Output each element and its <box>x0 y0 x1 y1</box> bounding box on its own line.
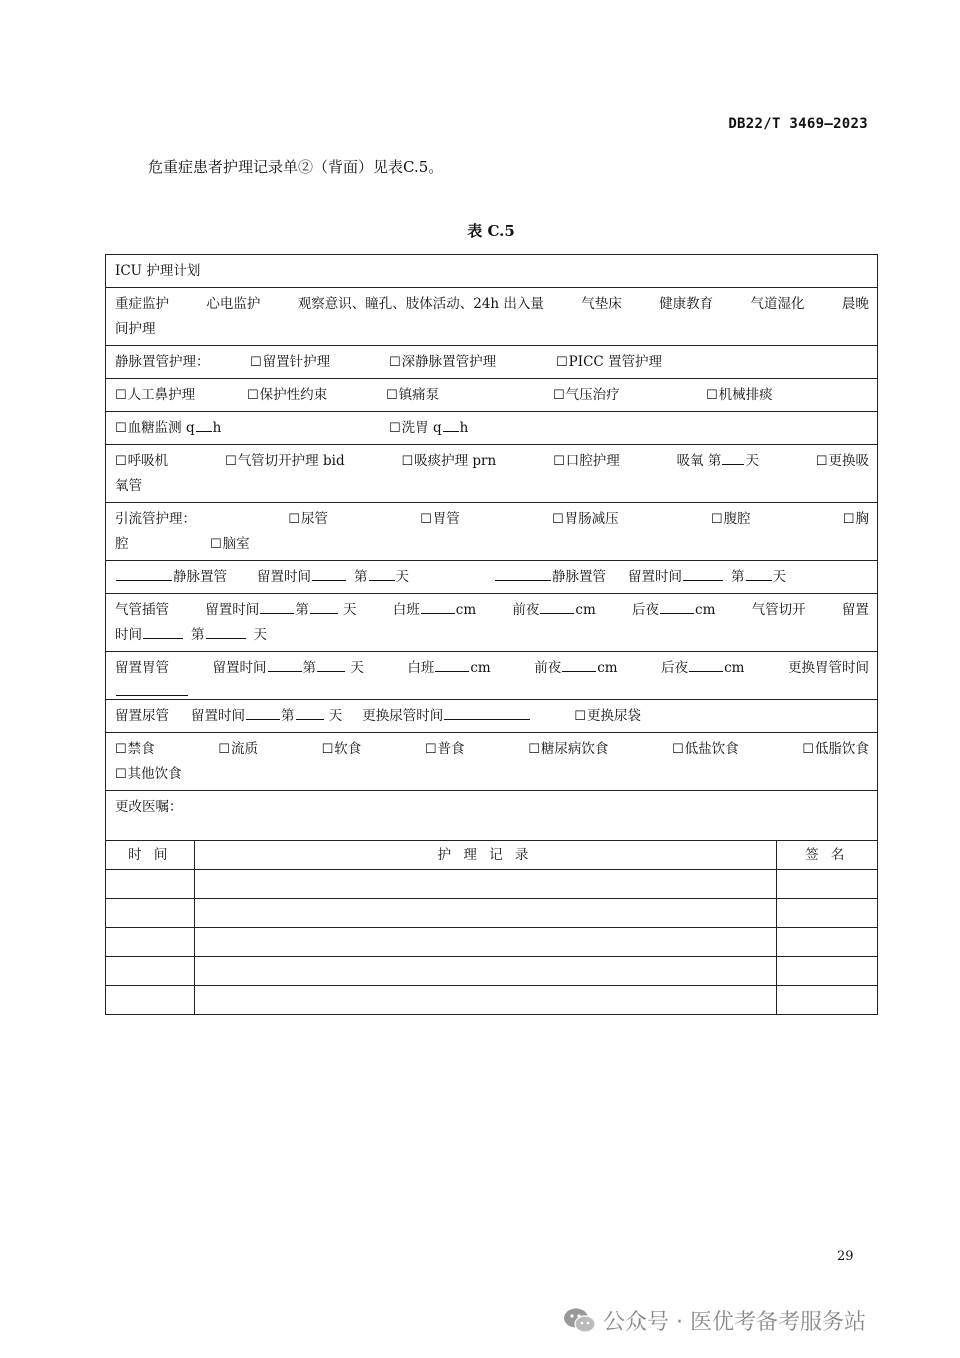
checkbox-item[interactable]: ☐ 气管切开护理 bid <box>225 449 345 474</box>
checkbox-item[interactable]: ☐ 其他饮食 <box>115 762 182 787</box>
checkbox-item[interactable]: ☐ 镇痛泵 <box>386 383 553 408</box>
field-label: 留置时间 <box>257 569 311 585</box>
plan-item: 健康教育 <box>659 296 714 312</box>
unit-label: cm <box>597 660 618 676</box>
blank-field[interactable] <box>312 566 346 581</box>
checkbox-item[interactable]: ☐ 腹腔 <box>711 507 751 532</box>
blank-field[interactable] <box>683 566 723 581</box>
field-label: 气管插管 <box>115 602 169 618</box>
watermark-text: 公众号 · 医优考备考服务站 <box>603 1310 866 1335</box>
checkbox-item[interactable]: ☐ 留置针护理 <box>250 350 389 375</box>
watermark <box>563 1305 866 1336</box>
field-label: 留置时间 <box>212 660 267 676</box>
blank-field[interactable] <box>310 599 338 614</box>
plan-item-cont: 间护理 <box>115 321 156 337</box>
unit-label: cm <box>470 660 491 676</box>
field-label: 天 <box>395 569 409 585</box>
unit-label: cm <box>455 602 477 618</box>
blank-field[interactable] <box>435 657 469 672</box>
form-row-care-options <box>106 379 877 412</box>
record-cell[interactable] <box>194 986 776 1015</box>
field-label: 后夜 <box>661 660 689 676</box>
form-row-order-change <box>106 791 877 841</box>
time-header: 时 间 <box>106 841 194 870</box>
iv-care-label: 静脉置管护理： <box>115 354 210 370</box>
checkbox-item[interactable]: ☐ 口腔护理 <box>553 449 620 474</box>
checkbox-item[interactable]: ☐ 胸 <box>843 507 869 532</box>
checkbox-item[interactable]: ☐ 洗胃 q <box>389 420 442 436</box>
blank-field[interactable] <box>116 566 172 581</box>
checkbox-item[interactable]: ☐ 机械排痰 <box>706 383 773 408</box>
record-row <box>106 870 877 899</box>
form-row-gastric-tube <box>106 652 877 700</box>
field-label: 天 <box>350 660 364 676</box>
checkbox-item[interactable]: ☐ 深静脉置管护理 <box>389 350 556 375</box>
field-label: 时间 <box>115 627 142 643</box>
blank-field[interactable] <box>540 599 574 614</box>
form-row-diet <box>106 733 877 791</box>
blank-field[interactable] <box>143 624 183 639</box>
oxygen-tube-cont: 氧管 <box>115 478 142 494</box>
signature-cell[interactable] <box>776 957 877 986</box>
time-cell[interactable] <box>106 899 194 928</box>
table-title: 表 C.5 <box>467 222 515 240</box>
plan-item: 重症监护 <box>115 296 169 312</box>
record-table <box>106 841 877 1014</box>
field-label: 气管切开 <box>751 602 806 618</box>
record-table-wrapper <box>106 841 877 1014</box>
record-cell[interactable] <box>194 957 776 986</box>
field-label: 静脉置管 <box>552 569 606 585</box>
field-label: 留置尿管 <box>115 708 169 724</box>
blank-field[interactable] <box>562 657 596 672</box>
field-label: 白班 <box>392 602 420 618</box>
record-cell[interactable] <box>194 870 776 899</box>
signature-cell[interactable] <box>776 870 877 899</box>
record-row <box>106 928 877 957</box>
field-label: 更换尿管时间 <box>362 708 444 724</box>
checkbox-item[interactable]: ☐ 脑室 <box>210 532 250 557</box>
record-cell[interactable] <box>194 899 776 928</box>
field-label: 白班 <box>407 660 435 676</box>
checkbox-item[interactable]: ☐ 尿管 <box>288 507 328 532</box>
checkbox-item[interactable]: ☐ 气压治疗 <box>553 383 706 408</box>
standard-code: DB22/T 3469—2023 <box>728 116 868 132</box>
unit-label: h <box>212 420 222 436</box>
record-row <box>106 986 877 1015</box>
blank-field[interactable] <box>206 624 246 639</box>
unit-label: cm <box>575 602 596 618</box>
drainage-label: 引流管护理： <box>115 511 196 527</box>
page-number: 29 <box>837 1249 854 1264</box>
checkbox-item[interactable]: ☐ 人工鼻护理 <box>115 383 247 408</box>
field-label: 第 <box>295 602 309 618</box>
plan-item: 晨晚 <box>841 296 869 312</box>
field-label: 留置时间 <box>628 569 682 585</box>
checkbox-item[interactable]: ☐ 低盐饮食 <box>672 737 739 762</box>
checkbox-item[interactable]: ☐ 胃肠减压 <box>552 507 619 532</box>
blank-field[interactable] <box>369 566 395 581</box>
unit-label: cm <box>695 602 716 618</box>
field-label: 第 <box>731 569 745 585</box>
field-label: 第 <box>354 569 368 585</box>
field-label: 静脉置管 <box>173 569 227 585</box>
checkbox-item[interactable]: ☐ 保护性约束 <box>247 383 386 408</box>
checkbox-item[interactable]: ☐ 更换吸 <box>816 449 869 474</box>
field-label: 留置时间 <box>191 708 245 724</box>
blank-field[interactable] <box>268 657 302 672</box>
field-label: 第 <box>191 627 205 643</box>
unit-label: cm <box>724 660 745 676</box>
checkbox-item[interactable]: ☐ 低脂饮食 <box>802 737 869 762</box>
form-row-respiratory <box>106 445 877 503</box>
time-cell[interactable] <box>106 957 194 986</box>
field-label: 留置时间 <box>205 602 260 618</box>
form-row-iv-lines <box>106 561 877 594</box>
checkbox-item[interactable]: ☐ 普食 <box>425 737 465 762</box>
plan-item: 观察意识、瞳孔、肢体活动、24h 出入量 <box>297 296 544 312</box>
blank-field[interactable] <box>421 599 455 614</box>
form-row-drainage <box>106 503 877 561</box>
blank-field[interactable] <box>660 599 694 614</box>
checkbox-item[interactable]: ☐ 更换尿袋 <box>574 704 641 729</box>
form-row-icu-plan <box>106 255 877 288</box>
signature-cell[interactable] <box>776 928 877 957</box>
checkbox-item[interactable]: ☐ PICC 置管护理 <box>556 350 662 375</box>
signature-header: 签 名 <box>776 841 877 870</box>
intro-text: 危重症患者护理记录单②（背面）见表C.5。 <box>148 158 444 176</box>
checkbox-item[interactable]: ☐ 禁食 <box>115 737 155 762</box>
blank-field[interactable] <box>722 450 744 465</box>
blank-field[interactable] <box>746 566 772 581</box>
blank-field[interactable] <box>246 705 280 720</box>
drainage-cont: 腔 <box>115 536 129 552</box>
field-label: 后夜 <box>632 602 660 618</box>
checkbox-item[interactable]: ☐ 糖尿病饮食 <box>528 737 608 762</box>
record-cell[interactable] <box>194 928 776 957</box>
field-label: 留置 <box>841 602 869 618</box>
time-cell[interactable] <box>106 870 194 899</box>
blank-field[interactable] <box>689 657 723 672</box>
icu-plan-label: ICU 护理计划 <box>115 263 201 279</box>
checkbox-item[interactable]: ☐ 吸痰护理 prn <box>401 449 496 474</box>
record-header-row <box>106 841 877 870</box>
checkbox-item[interactable]: ☐ 软食 <box>322 737 362 762</box>
field-label: 天 <box>328 708 343 724</box>
record-row <box>106 957 877 986</box>
order-change-label: 更改医嘱： <box>115 799 183 815</box>
field-label: 天 <box>772 569 786 585</box>
checkbox-item[interactable]: ☐ 呼吸机 <box>115 449 168 474</box>
blank-field[interactable] <box>196 417 212 432</box>
time-cell[interactable] <box>106 986 194 1015</box>
blank-field[interactable] <box>444 705 530 720</box>
checkbox-item[interactable]: ☐ 流质 <box>218 737 258 762</box>
field-label: 第 <box>302 660 317 676</box>
field-label: 天 <box>343 602 357 618</box>
blank-field[interactable] <box>495 566 551 581</box>
field-label: 更换胃管时间 <box>788 660 869 676</box>
blank-field[interactable] <box>443 417 459 432</box>
plan-item: 心电监护 <box>206 296 261 312</box>
record-row <box>106 899 877 928</box>
wechat-icon <box>563 1307 597 1335</box>
checkbox-item[interactable]: ☐ 血糖监测 q <box>115 420 195 436</box>
checkbox-item[interactable]: ☐ 胃管 <box>420 507 460 532</box>
signature-cell[interactable] <box>776 899 877 928</box>
form-row-intubation <box>106 594 877 652</box>
unit-label: h <box>459 420 469 436</box>
form-row-monitoring <box>106 288 877 346</box>
signature-cell[interactable] <box>776 986 877 1015</box>
blank-field[interactable] <box>296 705 324 720</box>
blank-field[interactable] <box>317 657 345 672</box>
time-cell[interactable] <box>106 928 194 957</box>
oxygen-label: 吸氧 第 <box>676 453 722 469</box>
form-row-urinary-catheter <box>106 700 877 733</box>
day-label: 天 <box>745 453 759 469</box>
plan-item: 气垫床 <box>581 296 622 312</box>
field-label: 前夜 <box>534 660 562 676</box>
field-label: 第 <box>281 708 295 724</box>
form-row-iv-care <box>106 346 877 379</box>
field-label: 前夜 <box>512 602 540 618</box>
nursing-record-form <box>105 254 878 1015</box>
plan-item: 气道湿化 <box>750 296 805 312</box>
field-label: 天 <box>253 627 267 643</box>
record-header: 护 理 记 录 <box>194 841 776 870</box>
blank-field[interactable] <box>116 681 188 696</box>
field-label: 留置胃管 <box>115 660 169 676</box>
blank-field[interactable] <box>260 599 294 614</box>
form-row-glucose <box>106 412 877 445</box>
